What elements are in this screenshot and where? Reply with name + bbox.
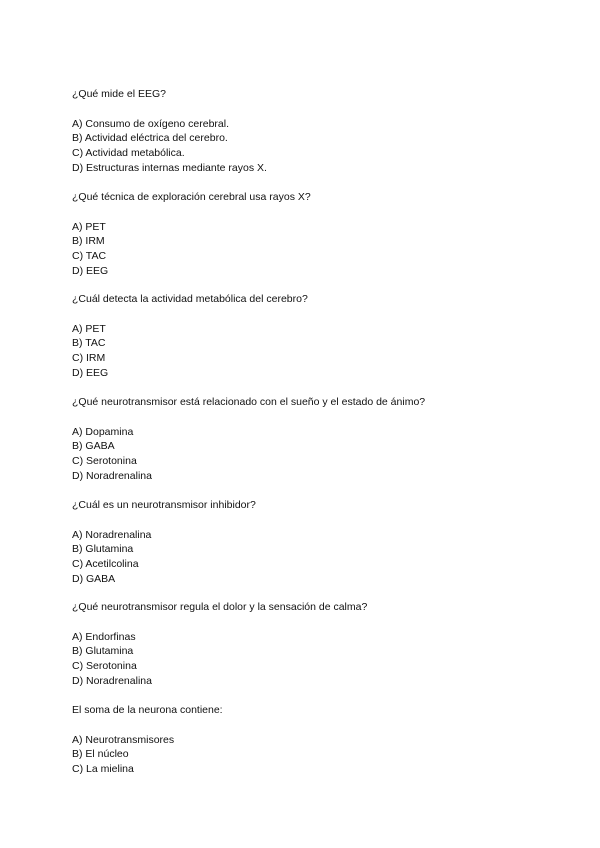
question-block-6: [72, 600, 560, 689]
option-a: A) Consumo de oxígeno cerebral.: [72, 117, 230, 130]
options-list: [72, 322, 560, 381]
option-a: A) PET: [72, 220, 106, 233]
options-list: [72, 117, 560, 176]
options-list: [72, 528, 560, 587]
option-b: B) El núcleo: [72, 748, 129, 761]
option-b: B) TAC: [72, 337, 106, 350]
question-text: ¿Qué técnica de exploración cerebral usa rayos X?: [72, 191, 311, 203]
question-text: ¿Cuál es un neurotransmisor inhibidor?: [72, 499, 256, 511]
question-text: ¿Cuál detecta la actividad metabólica del cerebro?: [72, 293, 308, 305]
option-c: C) La mielina: [72, 763, 134, 776]
question-block-3: [72, 292, 560, 381]
question-block-7: [72, 703, 560, 777]
option-b: B) Glutamina: [72, 543, 134, 556]
question-block-2: [72, 190, 560, 279]
question-text: ¿Qué neurotransmisor regula el dolor y la sensación de calma?: [72, 601, 368, 613]
options-list: [72, 733, 560, 777]
option-a: A) Neurotransmisores: [72, 733, 175, 746]
options-list: [72, 630, 560, 689]
option-c: C) TAC: [72, 250, 107, 263]
question-text: ¿Qué mide el EEG?: [72, 88, 166, 100]
option-a: A) Dopamina: [72, 425, 134, 438]
option-d: D) GABA: [72, 572, 116, 585]
option-c: C) Serotonina: [72, 660, 137, 673]
question-block-5: [72, 498, 560, 587]
option-d: D) Noradrenalina: [72, 674, 152, 687]
option-c: C) Actividad metabólica.: [72, 147, 185, 160]
option-b: B) GABA: [72, 440, 115, 453]
option-d: D) EEG: [72, 366, 109, 379]
question-text: El soma de la neurona contiene:: [72, 704, 223, 716]
option-a: A) Noradrenalina: [72, 528, 152, 541]
question-text: ¿Qué neurotransmisor está relacionado con el sueño y el estado de ánimo?: [72, 396, 426, 408]
question-block-4: [72, 395, 560, 484]
options-list: [72, 425, 560, 484]
question-block-1: [72, 87, 560, 176]
option-a: A) PET: [72, 322, 106, 335]
option-b: B) IRM: [72, 235, 105, 248]
option-c: C) Serotonina: [72, 455, 137, 468]
option-d: D) Estructuras internas mediante rayos X.: [72, 161, 267, 174]
option-d: D) Noradrenalina: [72, 469, 152, 482]
option-a: A) Endorfinas: [72, 630, 136, 643]
option-c: C) IRM: [72, 352, 106, 365]
option-b: B) Glutamina: [72, 645, 134, 658]
options-list: [72, 220, 560, 279]
option-b: B) Actividad eléctrica del cerebro.: [72, 132, 228, 145]
option-c: C) Acetilcolina: [72, 558, 139, 571]
option-d: D) EEG: [72, 264, 109, 277]
